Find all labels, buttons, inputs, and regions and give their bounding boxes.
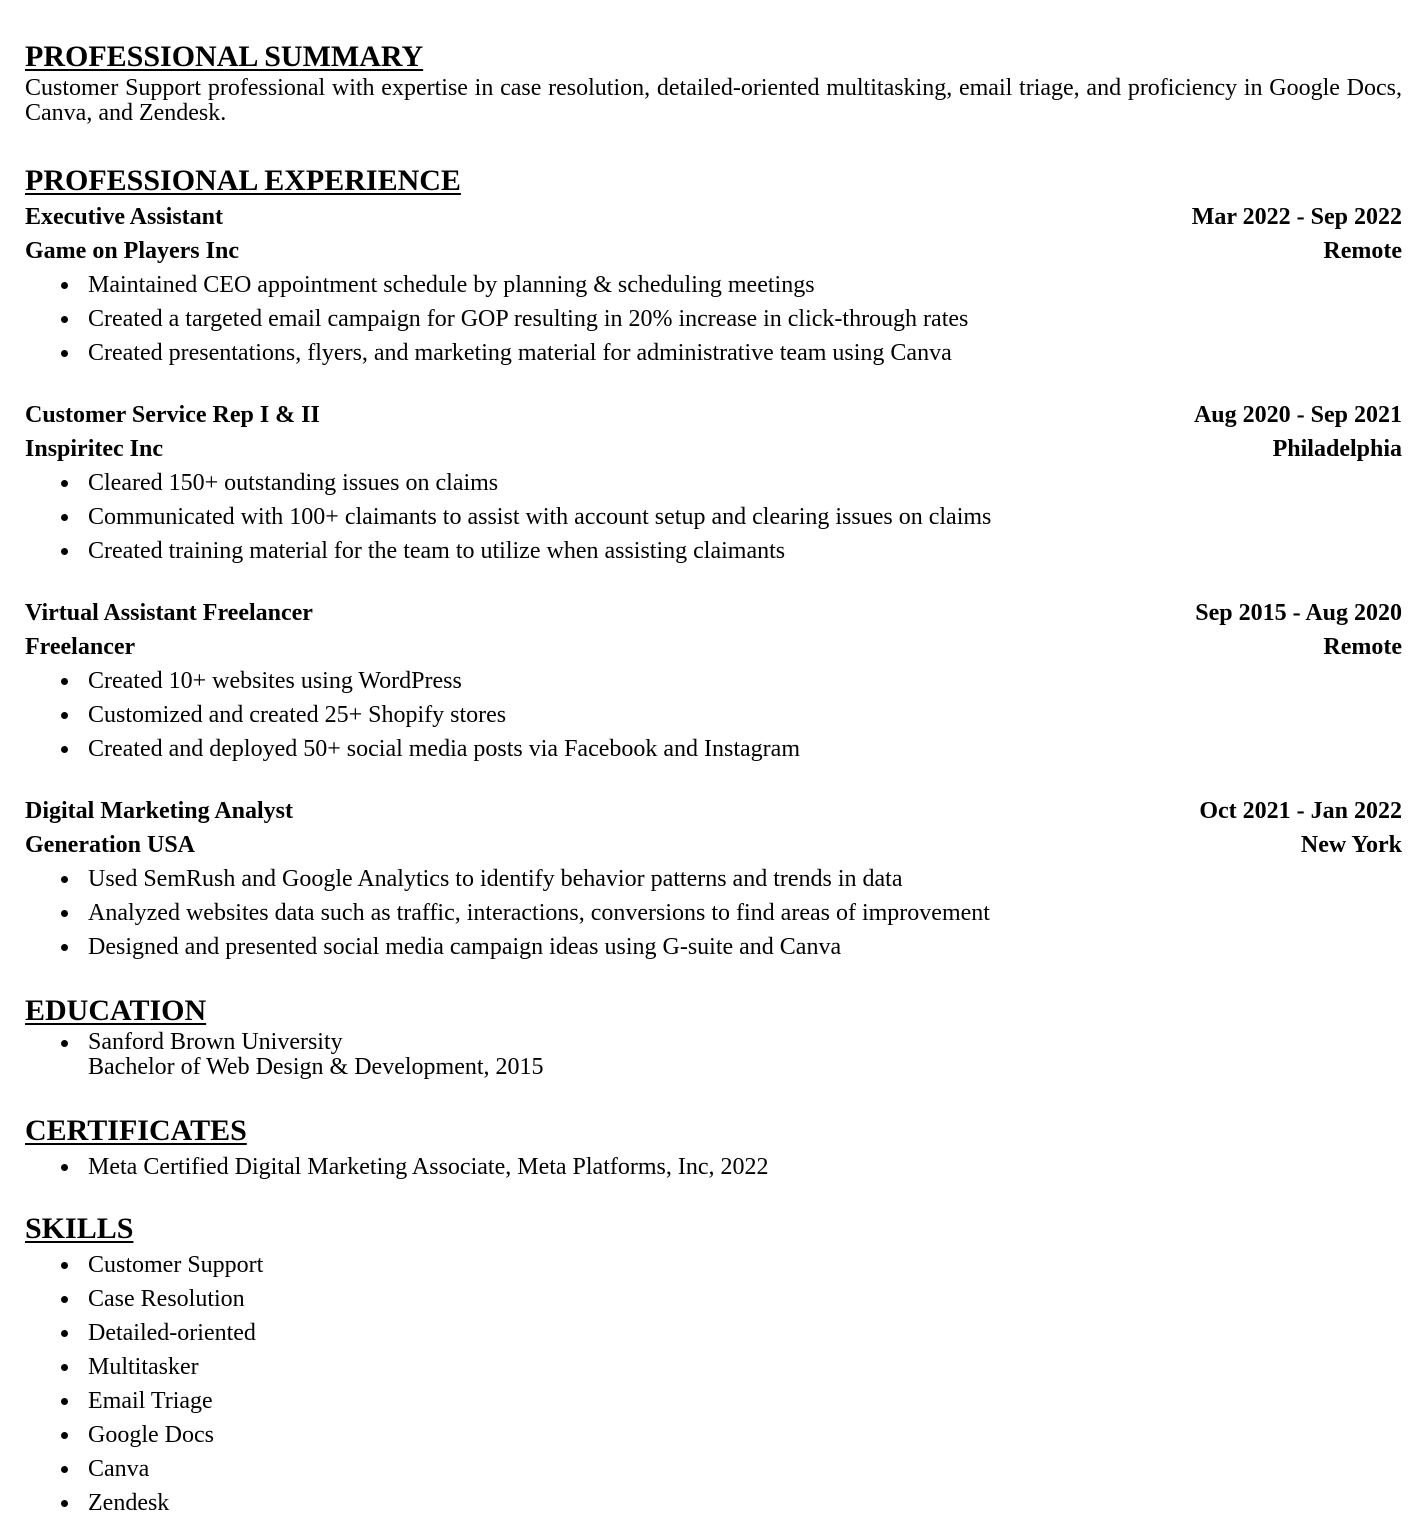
resume-page <box>25 38 1402 1520</box>
job-role: Executive Assistant <box>25 204 223 230</box>
job-bullet: Designed and presented social media campaign ideas using G-suite and Canva <box>88 930 1402 964</box>
certificate-item: Meta Certified Digital Marketing Associate, Meta Platforms, Inc, 2022 <box>88 1150 1402 1184</box>
experience-heading: PROFESSIONAL EXPERIENCE <box>25 164 461 197</box>
job-bullet: Customized and created 25+ Shopify stores <box>88 698 1402 732</box>
job-location: Remote <box>1323 238 1402 264</box>
job-location: Remote <box>1323 634 1402 660</box>
job-location: Philadelphia <box>1272 436 1402 462</box>
job-bullet: Created presentations, flyers, and marketing material for administrative team using Canva <box>88 336 1402 370</box>
skill-item: Case Resolution <box>88 1282 1402 1316</box>
skill-item: Detailed-oriented <box>88 1316 1402 1350</box>
job-bullet: Created and deployed 50+ social media posts via Facebook and Instagram <box>88 732 1402 766</box>
job-bullet: Created 10+ websites using WordPress <box>88 664 1402 698</box>
job-location: New York <box>1300 832 1402 858</box>
summary-text: Customer Support professional with expertise in case resolution, detailed-oriented multitasking, email triage, and proficiency in Google Docs, Canva, and Zendesk. <box>25 75 1402 126</box>
skill-item: Multitasker <box>88 1350 1402 1384</box>
job-role: Digital Marketing Analyst <box>25 798 293 824</box>
certificates-heading: CERTIFICATES <box>25 1114 247 1147</box>
job-bullet: Created training material for the team to utilize when assisting claimants <box>88 534 1402 568</box>
job-bullet: Analyzed websites data such as traffic, interactions, conversions to find areas of improvement <box>88 896 1402 930</box>
skill-item: Canva <box>88 1452 1402 1486</box>
job-entry-1 <box>25 200 1402 370</box>
job-bullet: Maintained CEO appointment schedule by planning & scheduling meetings <box>88 268 1402 302</box>
job-bullet: Created a targeted email campaign for GOP resulting in 20% increase in click-through rates <box>88 302 1402 336</box>
job-dates: Sep 2015 - Aug 2020 <box>1195 600 1402 626</box>
education-list <box>25 1030 1402 1080</box>
summary-heading: PROFESSIONAL SUMMARY <box>25 40 424 73</box>
job-bullets <box>25 268 1402 370</box>
education-item <box>88 1030 1402 1080</box>
education-school: Sanford Brown University <box>88 1029 343 1055</box>
job-dates: Aug 2020 - Sep 2021 <box>1193 402 1402 428</box>
job-company: Inspiritec Inc <box>25 436 163 462</box>
education-degree: Bachelor of Web Design & Development, 2015 <box>88 1054 544 1080</box>
job-dates: Oct 2021 - Jan 2022 <box>1199 798 1402 824</box>
job-entry-3 <box>25 596 1402 766</box>
skill-item: Google Docs <box>88 1418 1402 1452</box>
job-dates: Mar 2022 - Sep 2022 <box>1191 204 1402 230</box>
job-entry-2 <box>25 398 1402 568</box>
job-entry-4 <box>25 794 1402 964</box>
job-bullets <box>25 466 1402 568</box>
education-heading: EDUCATION <box>25 994 207 1027</box>
job-bullet: Used SemRush and Google Analytics to identify behavior patterns and trends in data <box>88 862 1402 896</box>
skill-item: Customer Support <box>88 1248 1402 1282</box>
job-company: Game on Players Inc <box>25 238 239 264</box>
job-company: Freelancer <box>25 634 136 660</box>
skills-list <box>25 1248 1402 1520</box>
skill-item: Email Triage <box>88 1384 1402 1418</box>
job-company: Generation USA <box>25 832 195 858</box>
job-bullet: Cleared 150+ outstanding issues on claims <box>88 466 1402 500</box>
job-bullet: Communicated with 100+ claimants to assist with account setup and clearing issues on claims <box>88 500 1402 534</box>
job-role: Customer Service Rep I & II <box>25 402 320 428</box>
skill-item: Zendesk <box>88 1486 1402 1520</box>
job-role: Virtual Assistant Freelancer <box>25 600 313 626</box>
job-bullets <box>25 862 1402 964</box>
job-bullets <box>25 664 1402 766</box>
skills-heading: SKILLS <box>25 1212 134 1245</box>
certificates-list <box>25 1150 1402 1184</box>
